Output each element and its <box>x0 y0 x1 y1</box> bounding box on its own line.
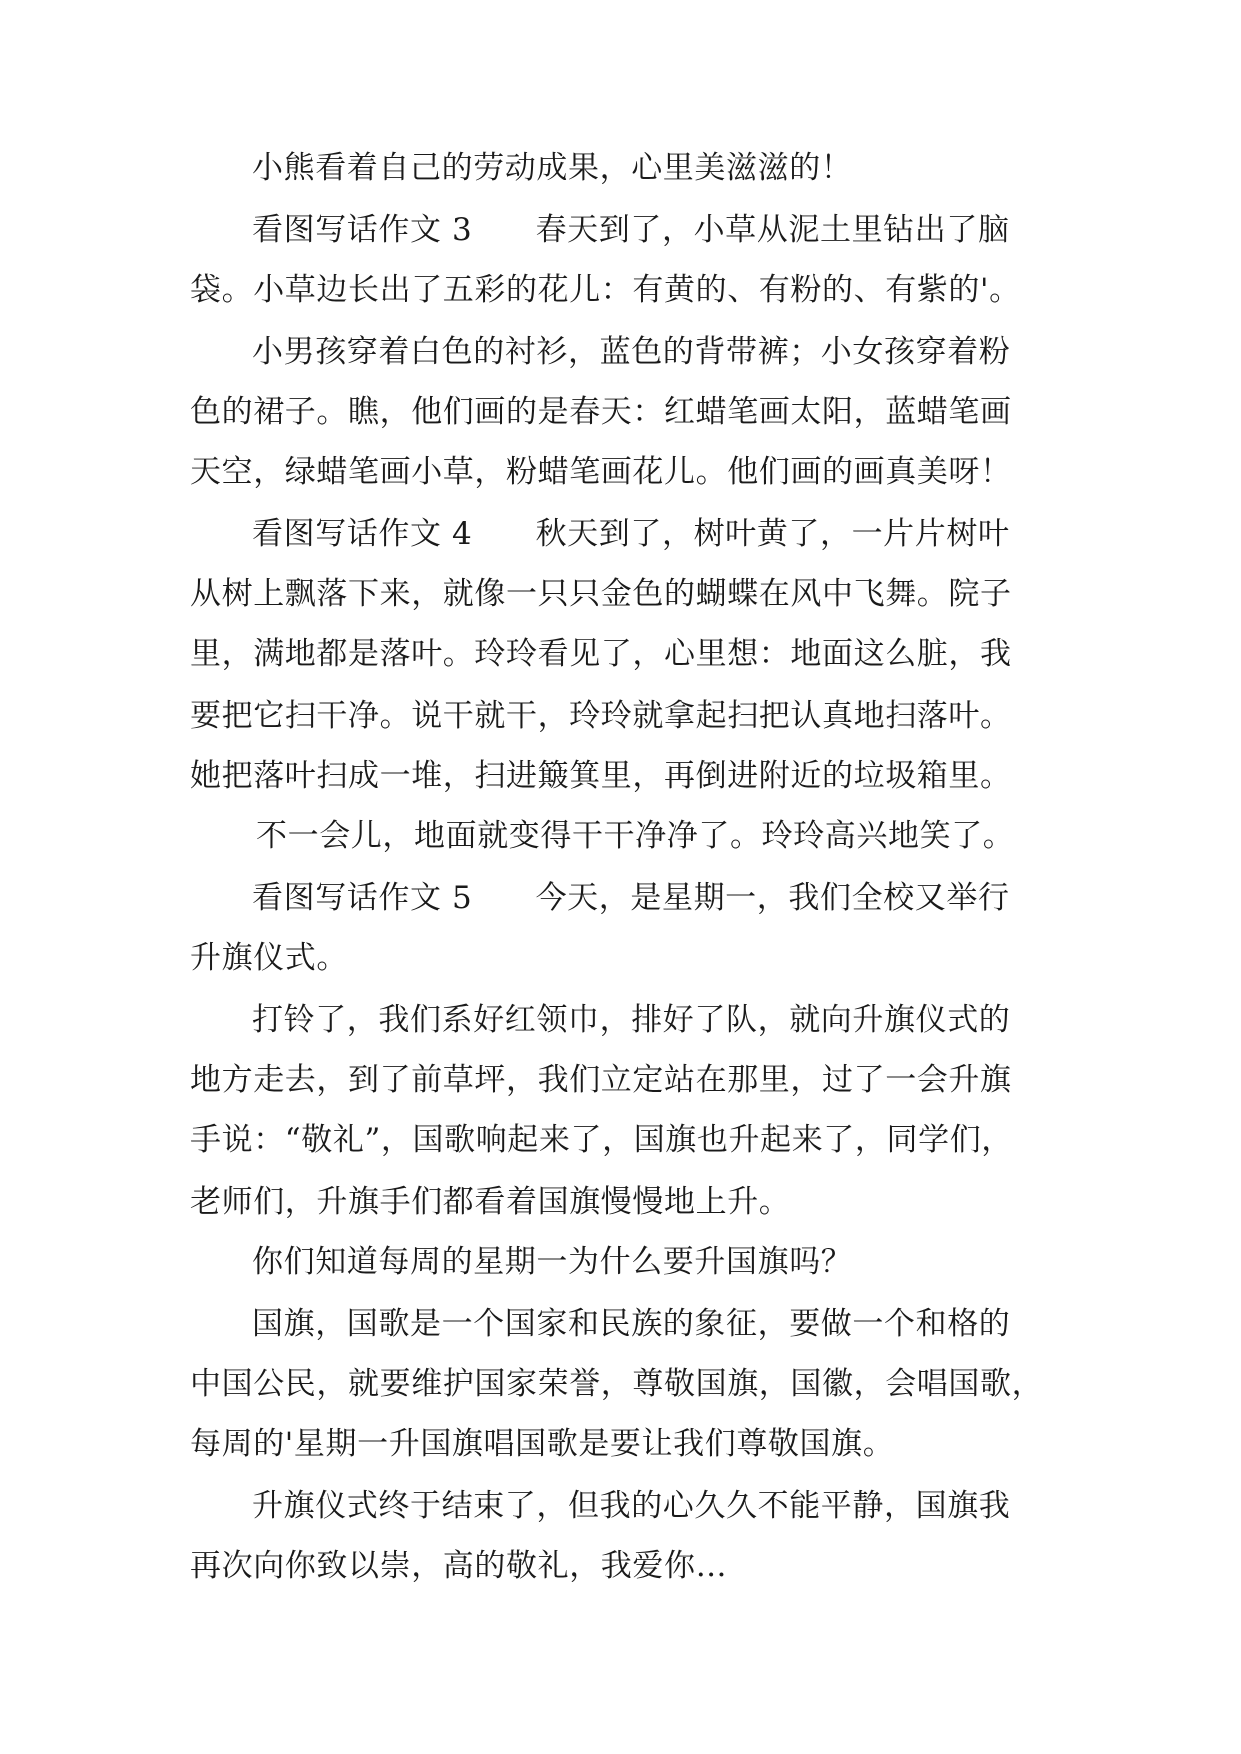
text-line: 老师们，升旗手们都看着国旗慢慢地上升。 <box>190 1184 791 1220</box>
text-line: 每周的'星期一升国旗唱国歌是要让我们尊敬国旗。 <box>190 1426 895 1462</box>
text-line: 国旗，国歌是一个国家和民族的象征，要做一个和格的 <box>252 1306 1011 1342</box>
text-line: 从树上飘落下来，就像一只只金色的蝴蝶在风中飞舞。院子 <box>190 576 1012 612</box>
text-line: 打铃了，我们系好红领巾，排好了队，就向升旗仪式的 <box>252 1002 1011 1038</box>
text-line: 天空，绿蜡笔画小草，粉蜡笔画花儿。他们画的画真美呀！ <box>190 454 1012 490</box>
text-line: 小男孩穿着白色的衬衫，蓝色的背带裤；小女孩穿着粉 <box>252 334 1011 370</box>
text-line: 升旗仪式。 <box>190 940 348 976</box>
text-line: 你们知道每周的星期一为什么要升国旗吗？ <box>252 1244 853 1280</box>
text-line: 小熊看着自己的劳动成果，心里美滋滋的！ <box>252 150 853 186</box>
text-line: 不一会儿，地面就变得干干净净了。玲玲高兴地笑了。 <box>256 818 1015 854</box>
text-line: 看图写话作文 4 秋天到了，树叶黄了，一片片树叶 <box>252 516 1010 552</box>
text-line: 升旗仪式终于结束了，但我的心久久不能平静，国旗我 <box>252 1488 1011 1524</box>
text-line: 地方走去，到了前草坪，我们立定站在那里，过了一会升旗 <box>190 1062 1012 1098</box>
text-line: 手说：“敬礼”，国歌响起来了，国旗也升起来了，同学们， <box>190 1122 1013 1158</box>
text-line: 她把落叶扫成一堆，扫进簸箕里，再倒进附近的垃圾箱里。 <box>190 758 1012 794</box>
text-line: 再次向你致以崇，高的敬礼，我爱你… <box>190 1548 728 1584</box>
text-line: 看图写话作文 3 春天到了，小草从泥土里钻出了脑 <box>252 212 1010 248</box>
text-line: 中国公民，就要维护国家荣誉，尊敬国旗，国徽，会唱国歌， <box>190 1366 1044 1402</box>
text-line: 看图写话作文 5 今天，是星期一，我们全校又举行 <box>252 880 1010 916</box>
text-line: 里，满地都是落叶。玲玲看见了，心里想：地面这么脏，我 <box>190 636 1012 672</box>
text-line: 袋。小草边长出了五彩的花儿：有黄的、有粉的、有紫的'。 <box>190 272 1021 308</box>
text-line: 色的裙子。瞧，他们画的是春天：红蜡笔画太阳，蓝蜡笔画 <box>190 394 1012 430</box>
text-line: 要把它扫干净。说干就干，玲玲就拿起扫把认真地扫落叶。 <box>190 698 1012 734</box>
